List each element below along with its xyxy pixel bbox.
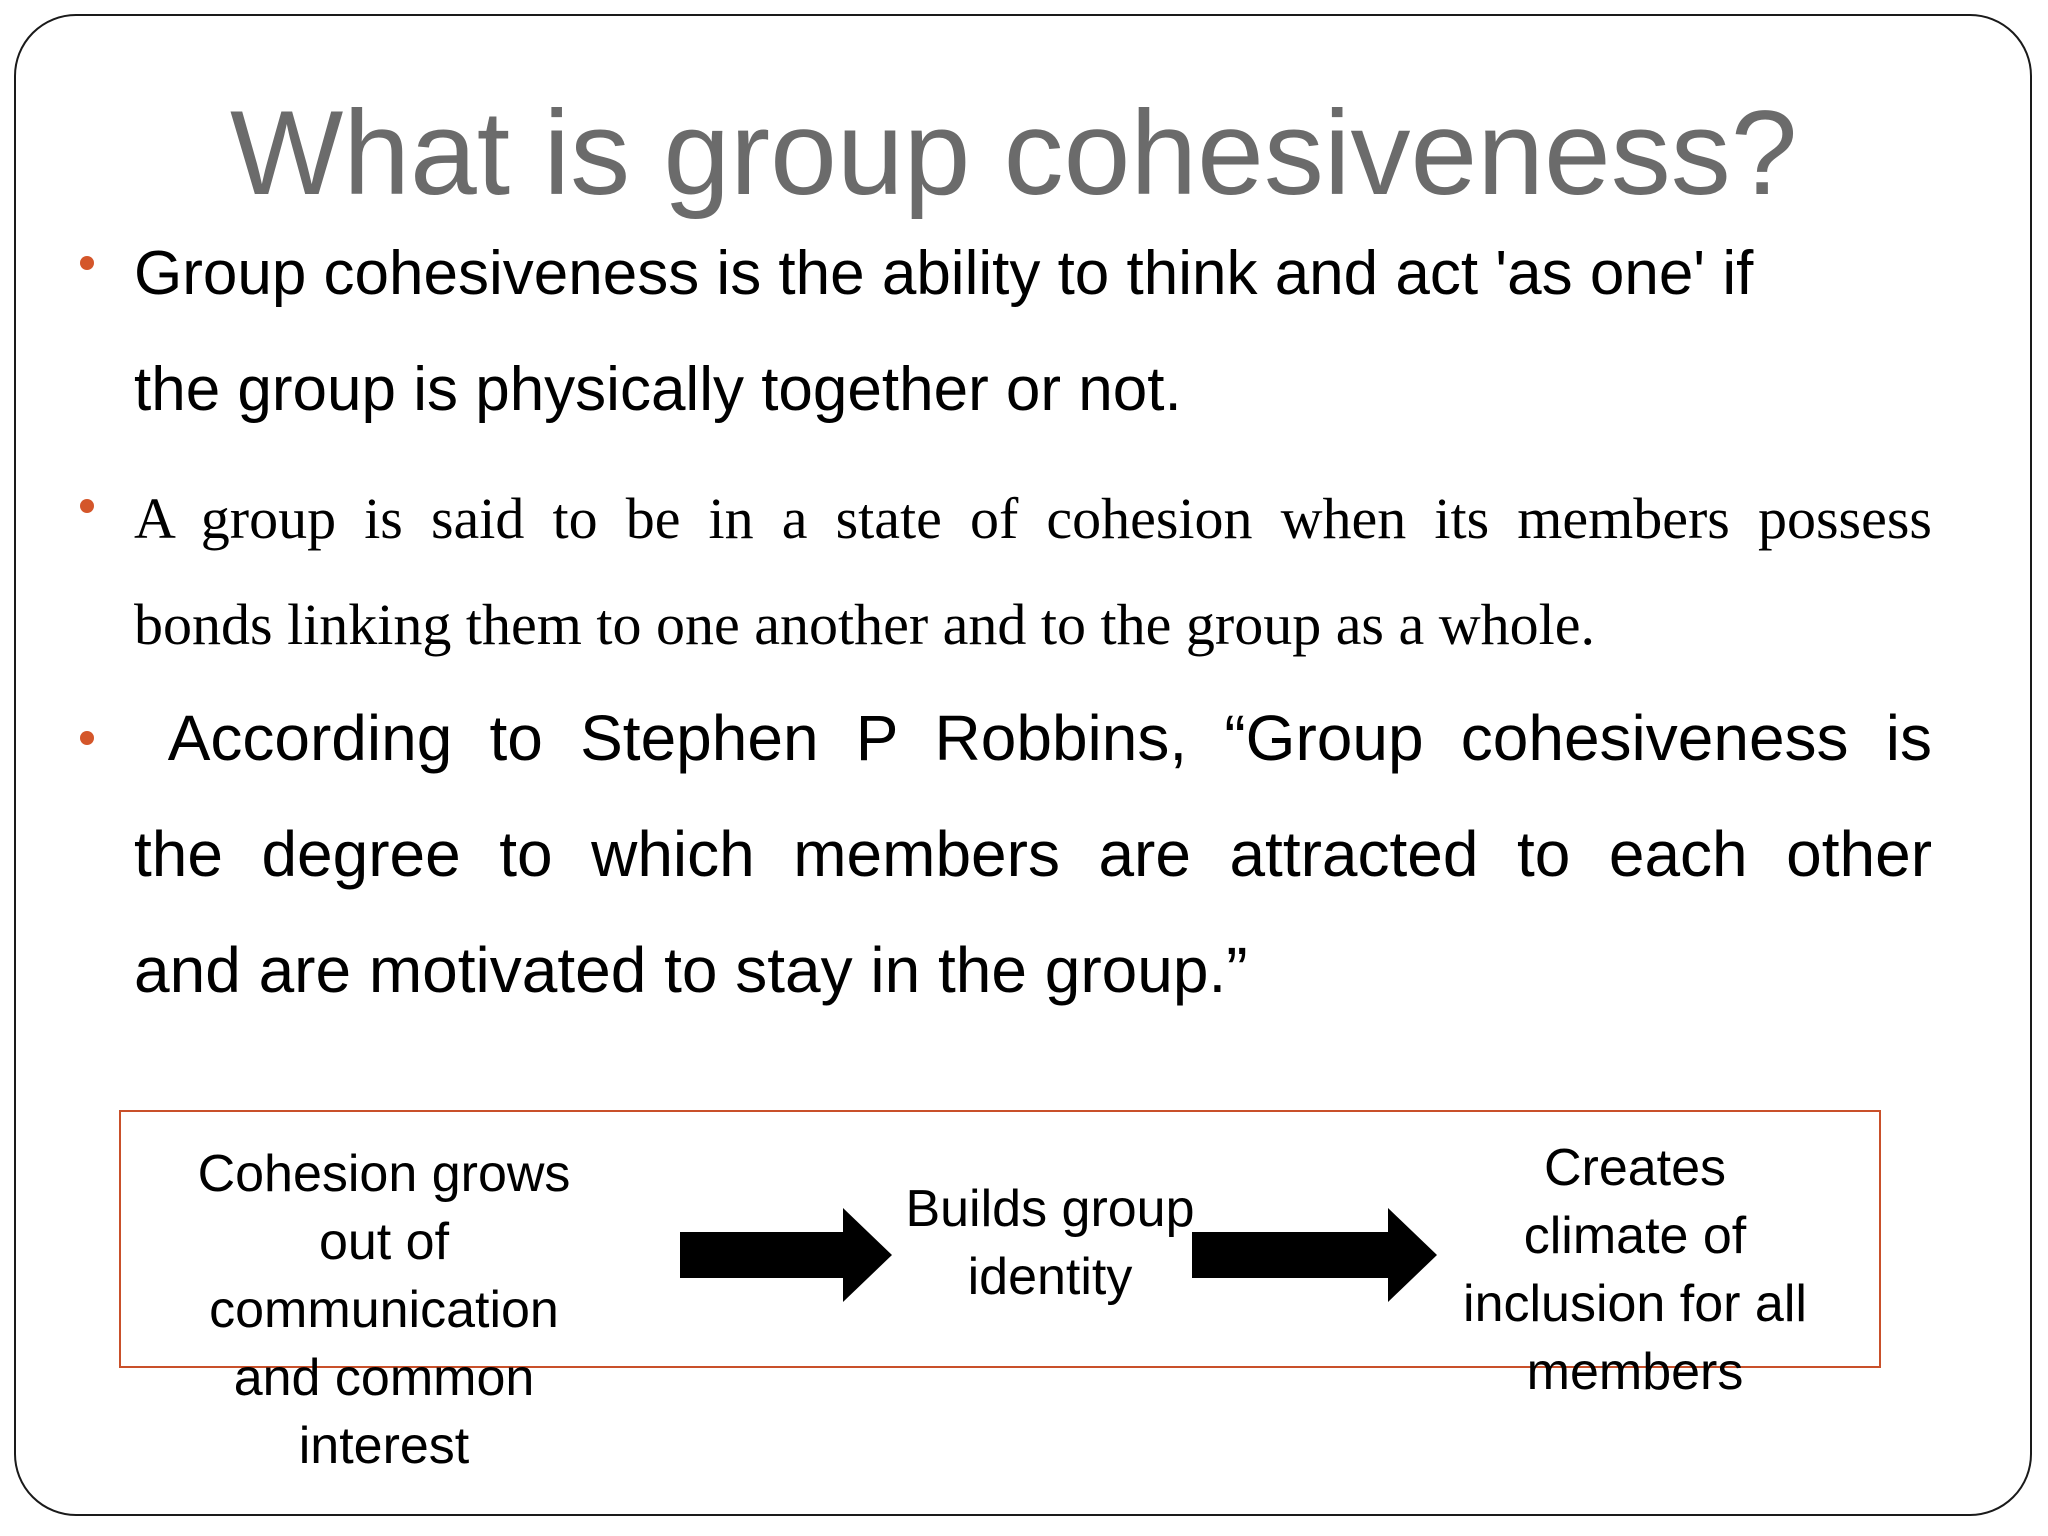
bullet-2-line-2: bonds linking them to one another and to the group as a whole.: [134, 592, 1595, 657]
bullet-dot: [80, 499, 94, 513]
bullet-1-line-1: Group cohesiveness is the ability to think and act 'as one' if: [134, 239, 1754, 308]
flow-step-1: Cohesion grows out of communication and common interest: [197, 1145, 571, 1475]
bullet-text-2: [134, 466, 1932, 678]
flow-step-3: Creates climate of inclusion for all members: [1463, 1139, 1807, 1401]
bullet-2-line-1: A group is said to be in a state of cohesion when its members possess: [134, 486, 1932, 551]
bullet-3-line-3: and are motivated to stay in the group.”: [134, 934, 1248, 1006]
bullet-3-line-2: the degree to which members are attracted to each other: [134, 818, 1932, 890]
flow-step-2: Builds group identity: [905, 1180, 1195, 1306]
bullet-text-3: [134, 680, 1932, 1028]
bullet-text-1: [134, 216, 1932, 448]
arrow-right-icon: [1192, 1208, 1437, 1302]
bullet-3-line-1: According to Stephen P Robbins, “Group cohesiveness is: [134, 702, 1932, 774]
bullet-dot: [80, 256, 94, 270]
bullet-dot: [80, 731, 94, 745]
bullet-1-line-2: the group is physically together or not.: [134, 355, 1182, 424]
arrow-right-icon: [680, 1208, 892, 1302]
slide-title: What is group cohesiveness?: [230, 86, 1798, 220]
